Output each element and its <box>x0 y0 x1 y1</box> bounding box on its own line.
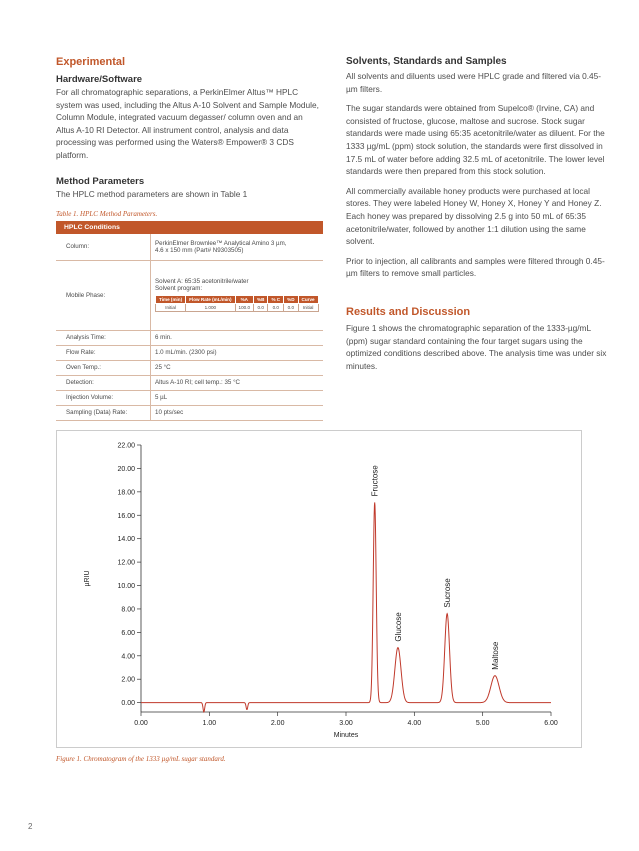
table-row-oven-temp <box>56 360 323 375</box>
y-tick-label: 6.00 <box>121 629 135 637</box>
table-row-analysis-time <box>56 330 323 345</box>
solvents-heading: Solvents, Standards and Samples <box>346 56 507 67</box>
y-tick-label: 14.00 <box>117 536 135 544</box>
peak-label: Maltose <box>490 641 500 670</box>
detection-value: Altus A-10 RI; cell temp.: 35 °C <box>151 375 324 390</box>
mobile-phase-line1: Solvent A: 65:35 acetonitrile/water <box>155 277 249 285</box>
solvent-program-header-row <box>156 295 319 304</box>
sp-cell: 0.0 <box>284 304 298 312</box>
y-tick-label: 22.00 <box>117 442 135 450</box>
sp-header: %B <box>254 295 268 304</box>
sp-cell: 0.0 <box>254 304 268 312</box>
analysis-time-label: Analysis Time: <box>56 330 151 345</box>
y-tick-label: 20.00 <box>117 465 135 473</box>
experimental-heading: Experimental <box>56 56 126 68</box>
y-tick-label: 2.00 <box>121 676 135 684</box>
mobile-phase-label: Mobile Phase: <box>56 260 151 330</box>
peak-label: Glucose <box>393 612 403 642</box>
page-number: 2 <box>28 822 33 831</box>
column-label: Column: <box>56 234 151 260</box>
peak-label: Fructose <box>370 465 380 497</box>
sp-header: %D <box>284 295 298 304</box>
table-row-mobile-phase <box>56 260 323 330</box>
x-axis-label: Minutes <box>333 732 359 739</box>
hardware-software-text: For all chromatographic separations, a PerkinElmer Altus™ HPLC system was used, including the Altus A-10 Solvent and Sample Module, Column Module, integrated vacuum degasser/ column oven and an Altus A-10 RI Detector. All instrument control, analysis and data processing was performed using the Waters® Empower® 3 CDS platform. <box>56 87 319 160</box>
x-tick-label: 4.00 <box>407 720 422 727</box>
chromatogram-frame <box>56 430 582 748</box>
solvent-program-row <box>156 304 319 312</box>
table-caption: Table 1. HPLC Method Parameters. <box>56 210 158 218</box>
solvent-program-table <box>155 295 319 313</box>
x-tick-label: 2.00 <box>270 720 285 727</box>
x-tick-label: 5.00 <box>475 720 490 727</box>
sp-cell: 0.0 <box>268 304 284 312</box>
x-tick-label: 0.00 <box>134 720 148 727</box>
results-text: Figure 1 shows the chromatographic separation of the 1333-µg/mL (ppm) sugar standard containing the four target sugars using the optimized conditions described above. The analysis time was under six minutes. <box>346 323 607 371</box>
sp-cell: Initial <box>156 304 186 312</box>
sp-header: Curve <box>298 295 318 304</box>
y-tick-label: 10.00 <box>117 583 135 591</box>
y-tick-label: 12.00 <box>117 559 135 567</box>
analysis-time-value: 6 min. <box>151 330 324 345</box>
chromatogram-chart <box>57 431 581 747</box>
paragraph: All solvents and diluents used were HPLC grade and filtered via 0.45-µm filters. <box>346 71 602 94</box>
sp-cell: 1.000 <box>186 304 235 312</box>
table-row-injection-volume <box>56 390 323 405</box>
sp-cell: Initial <box>298 304 318 312</box>
paragraph: Prior to injection, all calibrants and samples were filtered through 0.45-µm filters to remove small particles. <box>346 255 605 279</box>
table-header: HPLC Conditions <box>56 221 323 234</box>
table-row-column <box>56 234 323 260</box>
figure-caption: Figure 1. Chromatogram of the 1333 µg/mL sugar standard. <box>56 755 226 763</box>
hplc-conditions-table <box>56 221 323 421</box>
peak-label: Sucrose <box>443 578 453 608</box>
oven-temp-label: Oven Temp.: <box>56 360 151 375</box>
injection-volume-label: Injection Volume: <box>56 390 151 405</box>
sp-header: % C <box>268 295 284 304</box>
column-value-line2: 4.6 x 150 mm (Part# N9303505) <box>155 246 244 254</box>
paragraph: The sugar standards were obtained from Supelco® (Irvine, CA) and consisted of fructose, glucose, maltose and sucrose. Stock sugar standards were made using 65:35 acetonitrile/water as diluent. For the 1333 µg/mL (ppm) stock solution, the standards were first dissolved in 17.5 mL of water before adding 32.5 mL of acetonitrile. The lower level standards were then prepared from this stock solution. <box>346 103 605 177</box>
sp-header: Time (min) <box>156 295 186 304</box>
y-tick-label: 18.00 <box>117 489 135 497</box>
paragraph: All commercially available honey products were purchased at local stores. They were labeled Honey W, Honey X, Honey Y and Honey Z. Each honey was prepared by dissolving 2.5 g into 50 mL of 65:35 acetonitrile/water, followed by another 1:1 dilution using the same solvent. <box>346 185 602 247</box>
detection-label: Detection: <box>56 375 151 390</box>
flow-rate-label: Flow Rate: <box>56 345 151 360</box>
method-parameters-heading: Method Parameters <box>56 176 145 187</box>
injection-volume-value: 5 µL <box>151 390 324 405</box>
y-axis-label: µRIU <box>84 570 91 587</box>
chromatogram-trace <box>141 502 551 712</box>
flow-rate-value: 1.0 mL/min. (2300 psi) <box>151 345 324 360</box>
method-parameters-text: The HPLC method parameters are shown in Table 1 <box>56 189 248 199</box>
sampling-rate-value: 10 pts/sec <box>151 405 324 420</box>
table-row-sampling-rate <box>56 405 323 420</box>
sp-header: %A <box>235 295 254 304</box>
sp-cell: 100.0 <box>235 304 254 312</box>
table-row-detection <box>56 375 323 390</box>
oven-temp-value: 25 °C <box>151 360 324 375</box>
y-tick-label: 8.00 <box>121 606 135 614</box>
table-row-flow-rate <box>56 345 323 360</box>
results-heading: Results and Discussion <box>346 306 471 318</box>
x-tick-label: 1.00 <box>202 720 217 727</box>
y-tick-label: 4.00 <box>121 653 135 661</box>
x-tick-label: 6.00 <box>544 720 558 727</box>
hardware-software-heading: Hardware/Software <box>56 74 143 85</box>
y-tick-label: 16.00 <box>117 512 135 520</box>
y-tick-label: 0.00 <box>121 700 135 708</box>
mobile-phase-line2: Solvent program: <box>155 284 203 292</box>
mobile-phase-value <box>151 260 324 330</box>
column-value <box>151 234 324 260</box>
column-value-line1: PerkinElmer Brownlee™ Analytical Amino 3 µm, <box>155 239 287 247</box>
x-tick-label: 3.00 <box>339 720 353 727</box>
sampling-rate-label: Sampling (Data) Rate: <box>56 405 151 420</box>
right-column-text <box>346 70 612 287</box>
sp-header: Flow Rate (mL/min) <box>186 295 235 304</box>
